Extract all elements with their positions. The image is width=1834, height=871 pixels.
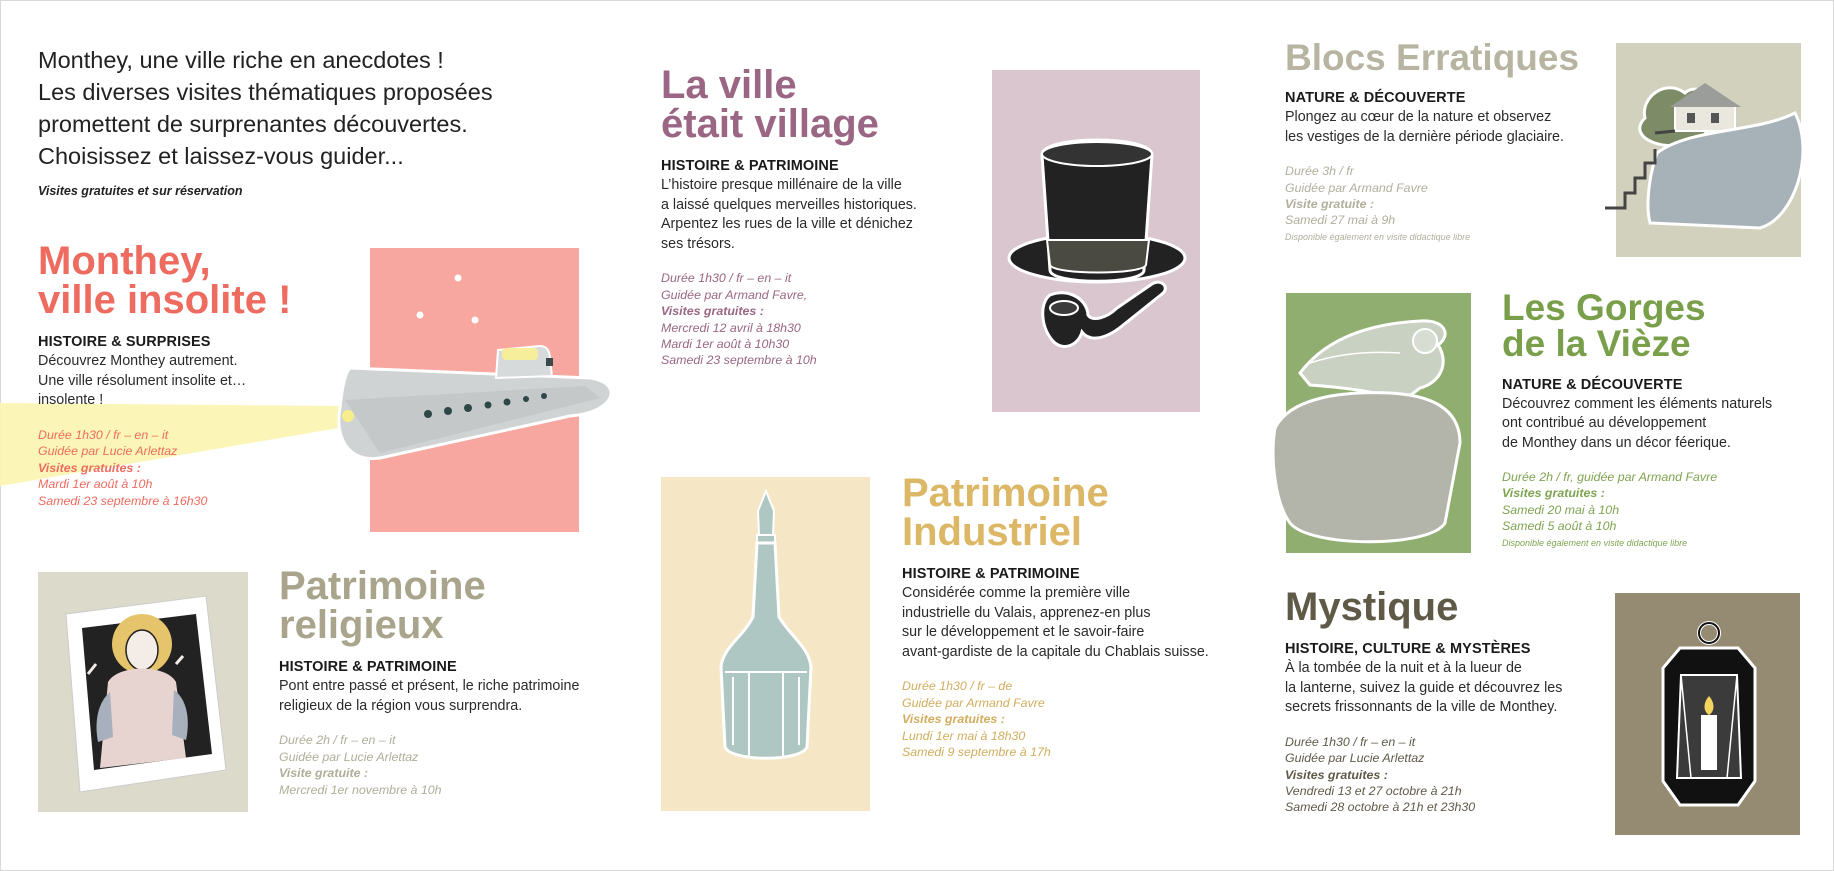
tour-category: NATURE & DÉCOUVERTE bbox=[1285, 90, 1466, 107]
tour-title-line: religieux bbox=[279, 603, 444, 648]
intro-line: Monthey, une ville riche en anecdotes ! bbox=[38, 47, 444, 73]
tour-duration: Durée 1h30 / fr – en – it bbox=[1285, 734, 1416, 749]
intro-line: promettent de surprenantes découvertes. bbox=[38, 111, 468, 137]
tour-description: À la tombée de la nuit et à la lueur de la lanterne, suivez la guide et découvrez les secrets frissonnants de la ville de Monthey. bbox=[1285, 660, 1563, 716]
tour-duration: Durée 2h / fr – en – it bbox=[279, 733, 396, 748]
tour-description: Découvrez Monthey autrement. Une ville résolument insolite et… insolente ! bbox=[38, 353, 247, 409]
tour-footnote: Disponible également en visite didactique libre bbox=[1285, 231, 1471, 242]
tour-title bbox=[38, 239, 338, 323]
erratic-boulder-house-illustration bbox=[1595, 43, 1815, 258]
tour-title bbox=[279, 564, 609, 648]
tour-description: Plongez au cœur de la nature et observez les vestiges de la dernière période glaciaire. bbox=[1285, 109, 1564, 145]
tour-visits-label: Visite gratuite : bbox=[1285, 197, 1375, 212]
tour-date: Samedi 9 septembre à 17h bbox=[902, 745, 1051, 759]
tour-info bbox=[1285, 163, 1605, 245]
tour-date: Samedi 23 septembre à 10h bbox=[661, 353, 817, 368]
tour-village bbox=[661, 63, 961, 369]
tour-date: Samedi 27 mai à 9h bbox=[1285, 213, 1396, 228]
tour-guide: Guidée par Lucie Arlettaz bbox=[279, 749, 419, 764]
tour-title-line: Patrimoine bbox=[902, 471, 1109, 515]
tour-category: HISTOIRE & PATRIMOINE bbox=[279, 659, 457, 676]
tour-duration: Durée 3h / fr bbox=[1285, 164, 1354, 179]
tour-description: Pont entre passé et présent, le riche patrimoine religieux de la région vous surprendra. bbox=[279, 678, 580, 714]
intro-line: Choisissez et laissez-vous guider... bbox=[38, 143, 404, 169]
tour-visits-label: Visites gratuites : bbox=[38, 460, 141, 475]
tour-religieux bbox=[279, 564, 609, 798]
tour-date: Vendredi 13 et 27 octobre à 21h bbox=[1285, 783, 1462, 798]
tour-info bbox=[1502, 469, 1832, 551]
tour-guide: Guidée par Armand Favre bbox=[1285, 180, 1428, 195]
tour-title bbox=[902, 471, 1242, 555]
tour-title-line: de la Vièze bbox=[1502, 323, 1691, 365]
tour-title-line: Industriel bbox=[902, 510, 1083, 555]
tour-date: Mercredi 1er novembre à 10h bbox=[279, 782, 442, 797]
tour-title bbox=[1502, 287, 1832, 365]
tour-title-line: était village bbox=[661, 102, 879, 147]
tour-visits-label: Visites gratuites : bbox=[1285, 767, 1388, 782]
tour-duration: Durée 1h30 / fr – en – it bbox=[661, 271, 792, 286]
tour-info bbox=[902, 678, 1242, 760]
tour-info bbox=[1285, 734, 1605, 816]
tour-guide: Guidée par Lucie Arlettaz bbox=[38, 444, 178, 459]
tour-date: Mercredi 12 avril à 18h30 bbox=[661, 320, 801, 335]
tour-visits-label: Visite gratuite : bbox=[279, 766, 369, 781]
top-hat-pipe-illustration bbox=[992, 70, 1200, 412]
tour-guide: Guidée par Armand Favre bbox=[902, 695, 1045, 710]
tour-description: L’histoire presque millénaire de la ville a laissé quelques merveilles historiques. Arpentez les rues de la ville et dénichez ses trésors. bbox=[661, 177, 917, 252]
tour-title: Blocs Erratiques bbox=[1285, 37, 1580, 78]
tour-mystique bbox=[1285, 585, 1605, 816]
tour-footnote: Disponible également en visite didactique libre bbox=[1502, 537, 1688, 548]
tour-blocs bbox=[1285, 37, 1605, 245]
tour-date: Lundi 1er mai à 18h30 bbox=[902, 728, 1026, 743]
tour-title bbox=[661, 63, 961, 147]
tour-title: Mystique bbox=[1285, 585, 1459, 629]
tour-category: HISTOIRE & SURPRISES bbox=[38, 334, 211, 351]
tour-description: Découvrez comment les éléments naturels ont contribué au développement de Monthey dans un décor féerique. bbox=[1502, 395, 1773, 451]
tour-title-line: Les Gorges bbox=[1502, 287, 1706, 328]
tour-date: Samedi 28 octobre à 21h et 23h30 bbox=[1285, 800, 1476, 815]
tour-category: HISTOIRE, CULTURE & MYSTÈRES bbox=[1285, 641, 1531, 658]
intro-line: Les diverses visites thématiques proposées bbox=[38, 79, 493, 105]
tour-info bbox=[279, 732, 609, 798]
tour-duration: Durée 2h / fr, guidée par Armand Favre bbox=[1502, 470, 1718, 484]
tour-title-line: Patrimoine bbox=[279, 564, 486, 608]
tour-visits-label: Visites gratuites : bbox=[1502, 486, 1605, 501]
tour-category: HISTOIRE & PATRIMOINE bbox=[661, 158, 839, 175]
glass-carafe-illustration bbox=[661, 477, 870, 811]
tour-info bbox=[38, 427, 338, 509]
tour-description: Considérée comme la première ville industrielle du Valais, apprenez-en plus sur le développement et le savoir-faire avant-gardiste de la capitale du Chablais suisse. bbox=[902, 585, 1209, 660]
tour-guide: Guidée par Armand Favre, bbox=[661, 287, 808, 302]
tour-title-line: La ville bbox=[661, 63, 797, 107]
tour-date: Samedi 5 août à 10h bbox=[1502, 519, 1617, 534]
fairy-figure-illustration bbox=[1270, 293, 1472, 553]
tour-date: Mardi 1er août à 10h bbox=[38, 477, 153, 492]
tour-duration: Durée 1h30 / fr – de bbox=[902, 679, 1013, 694]
tour-date: Samedi 20 mai à 10h bbox=[1502, 502, 1620, 517]
tour-date: Mardi 1er août à 10h30 bbox=[661, 337, 790, 351]
tour-info bbox=[661, 270, 961, 368]
tour-title-line: ville insolite ! bbox=[38, 278, 292, 323]
tour-category: NATURE & DÉCOUVERTE bbox=[1502, 376, 1683, 393]
intro-note: Visites gratuites et sur réservation bbox=[38, 184, 243, 198]
tour-industriel bbox=[902, 471, 1242, 760]
tour-date: Samedi 23 septembre à 16h30 bbox=[38, 493, 208, 508]
tour-insolite bbox=[38, 239, 338, 509]
tour-visits-label: Visites gratuites : bbox=[902, 712, 1005, 727]
lantern-illustration bbox=[1615, 593, 1800, 835]
tour-title-line: Monthey, bbox=[38, 239, 211, 283]
tour-guide: Guidée par Lucie Arlettaz bbox=[1285, 751, 1425, 766]
intro-text bbox=[38, 44, 558, 172]
madonna-icon-illustration bbox=[38, 572, 248, 812]
tour-duration: Durée 1h30 / fr – en – it bbox=[38, 427, 169, 442]
tour-gorges bbox=[1502, 287, 1832, 551]
tour-category: HISTOIRE & PATRIMOINE bbox=[902, 566, 1080, 583]
tour-visits-label: Visites gratuites : bbox=[661, 304, 764, 319]
